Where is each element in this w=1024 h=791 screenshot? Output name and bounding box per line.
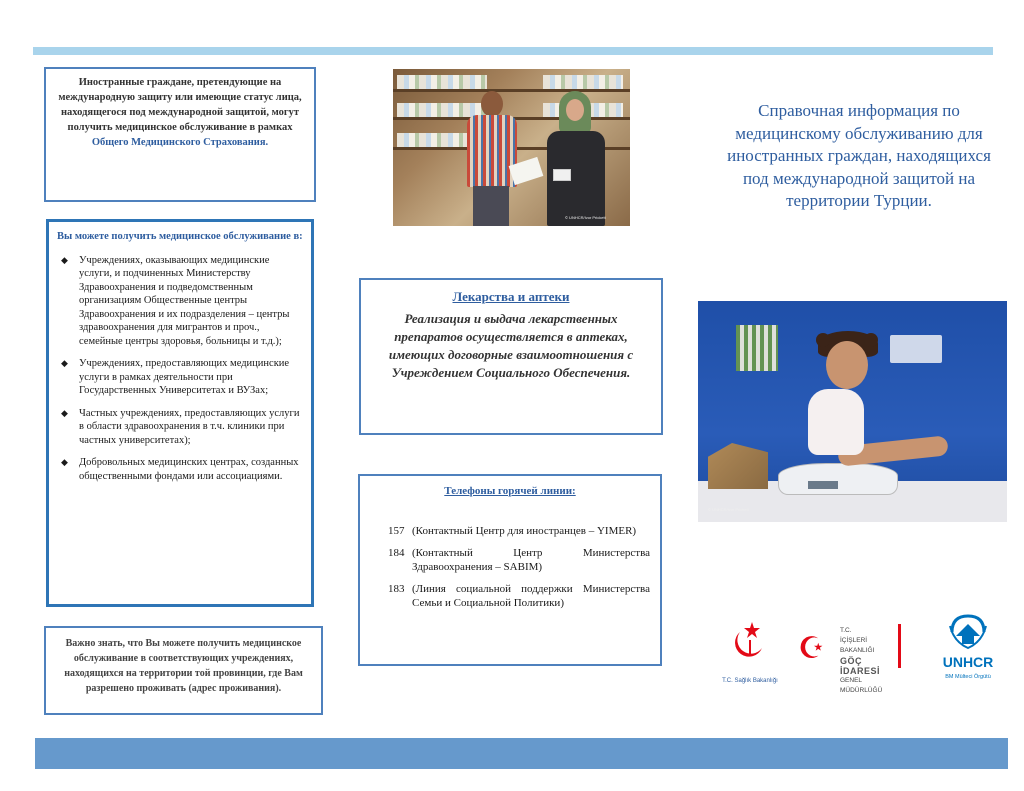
- list-item: [57, 357, 303, 398]
- note-box: [44, 626, 323, 715]
- list-item: [57, 407, 303, 448]
- list-item: [57, 254, 303, 349]
- diamond-bullet-icon: ◆: [61, 407, 68, 418]
- hotline-number: 183: [388, 583, 405, 595]
- where-box: [46, 219, 314, 607]
- ministry-of-health-logo: [720, 612, 780, 684]
- unhcr-subtitle: BM Mülteci Örgütü: [945, 674, 991, 680]
- unhcr-wordmark: UNHCR: [942, 654, 994, 670]
- unhcr-emblem-icon: [948, 612, 988, 650]
- goc-line3: GENEL MÜDÜRLÜĞÜ: [840, 677, 883, 694]
- goc-line1: T.C.: [840, 627, 852, 634]
- top-decor-bar: [33, 47, 993, 55]
- where-heading: Вы можете получить медицинское обслуживание в:: [57, 231, 303, 242]
- hotline-item: [370, 582, 650, 610]
- hotline-item: [370, 524, 650, 538]
- hotline-box: [358, 474, 662, 666]
- hotline-description: (Контактный Центр Министерства Здравоохранения – SABIM): [412, 547, 650, 573]
- customer-figure: [543, 91, 609, 226]
- intro-box: [44, 67, 316, 202]
- unhcr-logo: [932, 612, 1004, 688]
- ministry-caption: T.C. Sağlık Bakanlığı: [722, 678, 778, 684]
- goc-line2: İÇİŞLERİ BAKANLIĞI: [840, 637, 875, 654]
- crescent-star-icon: ☪: [798, 632, 825, 665]
- migration-directorate-logo: [798, 618, 916, 694]
- hotline-number: 157: [388, 525, 405, 537]
- child-figure: [826, 341, 868, 389]
- intro-text: Иностранные граждане, претендующие на международную защиту или имеющие статус лица, находящегося под международной защитой, могут получить медицинское обслуживание в рамках: [58, 77, 302, 133]
- note-text: Важно знать, что Вы можете получить медицинское обслуживание в соответствующих учреждениях, находящихся на территории той провинции, где Вам разрешено проживать (адрес проживания).: [64, 638, 303, 694]
- hotline-item: [370, 546, 650, 574]
- brochure-title: Справочная информация по медицинскому обслуживанию для иностранных граждан, находящихся под международной защитой на территории Турции.: [727, 101, 991, 210]
- hotline-description: (Контактный Центр для иностранцев – YIMER): [412, 525, 637, 537]
- list-item-text: Учреждениях, оказывающих медицинские услуги, и подчиненных Министерству Здравоохранения и подведомственным организациям Общественные центры Здравоохранения и их подразделения – центры здравоохранения для мигрантов и проч., семейные центры здоровья, больницы и т.д.);: [79, 254, 290, 347]
- diamond-bullet-icon: ◆: [61, 457, 68, 467]
- baby-scale: [778, 463, 898, 495]
- hotline-description: (Линия социальной поддержки Министерства Семьи и Социальной Политики): [412, 583, 650, 609]
- hotline-number: 184: [388, 547, 405, 559]
- medicines-box: [359, 278, 663, 435]
- diamond-bullet-icon: ◆: [61, 254, 68, 265]
- logos-row: [720, 612, 1010, 694]
- where-list: [57, 254, 303, 484]
- crescent-star-icon: [732, 620, 768, 660]
- intro-highlight: Общего Медицинского Страхования.: [91, 137, 269, 148]
- diamond-bullet-icon: ◆: [61, 358, 68, 368]
- hotline-title: Телефоны горячей линии:: [444, 485, 576, 497]
- list-item-text: Добровольных медицинских центрах, созданных общественными фондами или ассоциациями.: [79, 457, 299, 482]
- list-item-text: Учреждениях, предоставляющих медицинские услуги в рамках деятельности при Государственных Университетах и ВУЗах;: [79, 358, 290, 396]
- pharmacist-figure: [463, 91, 521, 226]
- pharmacy-photo: [393, 69, 630, 226]
- photo-credit: © UNHCR/Ivor Prickett: [708, 507, 749, 512]
- bottom-decor-bar: [35, 738, 1008, 769]
- photo-credit: © UNHCR/Ivor Prickett: [565, 215, 606, 220]
- medicines-title: Лекарства и аптеки: [452, 289, 570, 304]
- list-item: [57, 456, 303, 483]
- goc-title: GÖÇ İDARESİ: [840, 656, 881, 676]
- list-item-text: Частных учреждениях, предоставляющих услуги в области здравоохранения в т.ч. клиники при частных университетах);: [79, 407, 300, 446]
- medicines-text: Реализация и выдача лекарственных препаратов осуществляется в аптеках, имеющих договорные взаимоотношения с Учреждением Социального Обеспечения.: [388, 311, 634, 380]
- child-scale-photo: [698, 301, 1007, 522]
